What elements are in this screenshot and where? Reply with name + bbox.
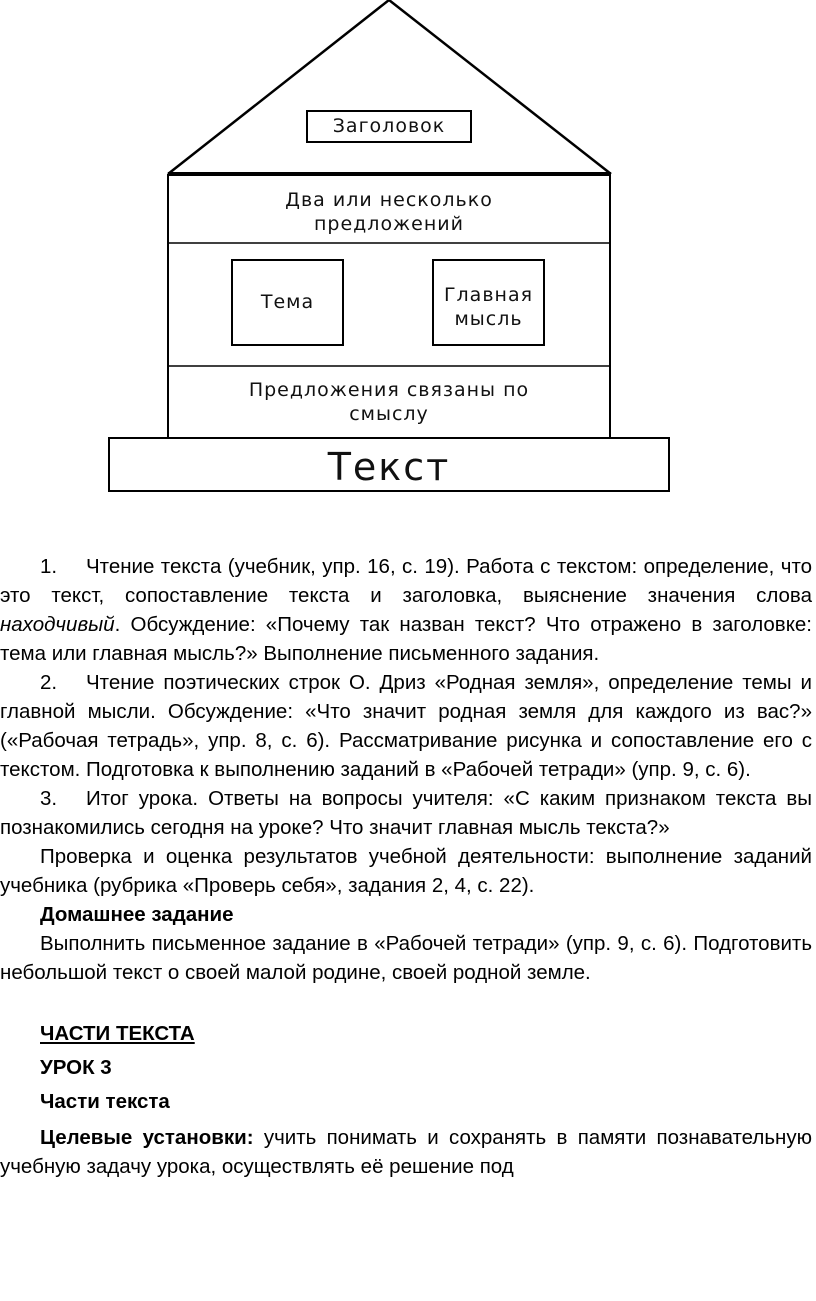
- item-2: 2. Чтение поэтических строк О. Дриз «Родная земля», определение темы и главной мысли. Обсуждение: «Что значит родная земля для каждого из вас?» («Рабочая тетрадь», упр. 8, с. 6). Рассматривание рисунка и сопоставление его с текстом. Подготовка к выполнению заданий в «Рабочей тетради» (упр. 9, с. 6).: [0, 668, 812, 784]
- goals-label: Целевые установки:: [40, 1126, 254, 1149]
- homework-text: Выполнить письменное задание в «Рабочей тетради» (упр. 9, с. 6). Подготовить небольшой текст о своей малой родине, своей родной земле.: [0, 932, 812, 984]
- title-label: Заголовок: [332, 115, 446, 137]
- item-1-number: 1.: [40, 555, 58, 578]
- goals-text: учить понимать и сохранять в памяти познавательную учебную задачу урока, осуществлять её решение под: [0, 1126, 812, 1178]
- lesson-text: [0, 552, 812, 1181]
- spacer: [0, 987, 812, 1017]
- italic-word: находчивый: [0, 613, 115, 636]
- check-paragraph: Проверка и оценка результатов учебной деятельности: выполнение заданий учебника (рубрика «Проверь себя», задания 2, 4, с. 22).: [0, 845, 812, 897]
- level1-label: Два или несколько предложений: [285, 189, 493, 235]
- text-house-diagram: [0, 0, 816, 500]
- lesson-number: УРОК 3: [40, 1056, 112, 1079]
- base-label: Текст: [327, 445, 451, 489]
- item-3: 3. Итог урока. Ответы на вопросы учителя: «С каким признаком текста вы познакомились сегодня на уроке? Что значит главная мысль текста?»: [0, 784, 812, 842]
- goals-paragraph: [0, 1123, 812, 1181]
- section-title: ЧАСТИ ТЕКСТА: [40, 1022, 195, 1045]
- main-idea-label: Главная мысль: [443, 284, 534, 330]
- theme-label: Тема: [260, 291, 315, 313]
- item-2-number: 2.: [40, 671, 58, 694]
- item-3-number: 3.: [40, 787, 58, 810]
- homework-heading: Домашнее задание: [40, 903, 234, 926]
- item-1: 1. Чтение текста (учебник, упр. 16, с. 19). Работа с текстом: определение, что это текст, сопоставление текста и заголовка, выяснение значения слова находчивый. Обсуждение: «Почему так назван текст? Что отражено в заголовке: тема или главная мысль?» Выполнение письменного задания.: [0, 552, 812, 668]
- level3-label: Предложения связаны по смыслу: [248, 379, 530, 425]
- lesson-topic: Части текста: [40, 1090, 170, 1113]
